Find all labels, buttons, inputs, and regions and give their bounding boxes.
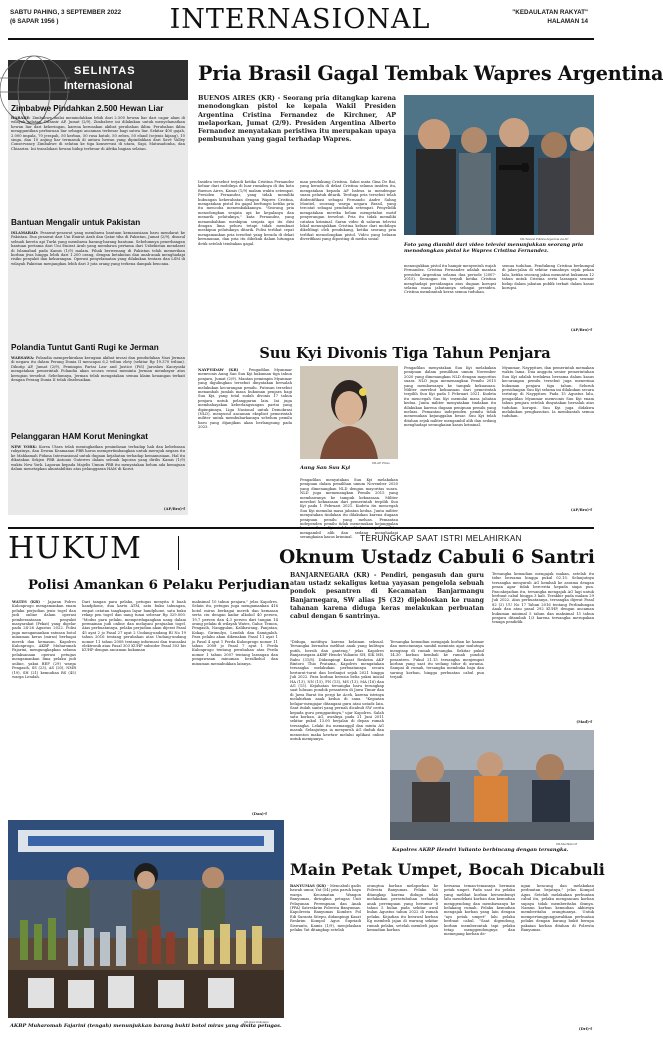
- ustadz-headline: Oknum Ustadz Cabuli 6 Santri: [279, 547, 595, 568]
- brasil-photo: [404, 95, 594, 235]
- suukyi-col-3: Myanmar, Naypyitaw, dan pemerintah memakan waktu lama. Dua anggota senior pemerintahan Suu Kyi adalah terdakwa bersama dalam kasus kecurangan pemilu tersebut juga menerima hukuman penjara tiga tahun. Seluruh persidangan Suu Kyi selama ini dilakukan secara tertutup di Naypyitaw. Pada 15 Agustus lalu, pengadilan Myanmar memvonis Suu Kyi enam tahun penjara setelah dinyatakan bersalah atas tuduhan korupsi. Suu Kyi juga didakwa melakukan penghasutan. Ia membantah semua tuduhan.: [502, 366, 594, 419]
- paper-name: "KEDAULATAN RAKYAT": [512, 9, 588, 16]
- ustadz-kicker: TERUNGKAP SAAT ISTRI MELAHIRKAN: [360, 534, 522, 543]
- brasil-col-3: menunjukkan pistol itu hampir menyentuh wajah Fernandez. Cristina Fernandez adalah mantan presiden Argentina selama dua periode (2007-2015). Serangan itu terjadi ketika Cristina menghadapi persidangan atas dugaan korupsi selama masa jabatannya sebagai presiden. Cristina membantah keras semua tuduhan.: [404, 264, 496, 295]
- perjudian-headline: Polisi Amankan 6 Pelaku Perjudian: [28, 578, 290, 593]
- ustadz-col-1: "Diduga, motifnya karena kelainan seksual. Tersangka bernafsu melihat anak yang kulitnya putih, bersih dan ganteng," jelas Kapolres Banjarnegara AKBP Hendri Yulianto SH, SIK MH, Rabu (31/8). Didampingi Kasat Reskrim AKP Bintoro Thio Pratama, Kapolres mengatakan tersangka melakukan perbuatannya secara berturut-turut dan berlanjut sejak 2021 hingga Juli 2022. Para korban berusia belia yakni inisial HA (13), NN (15), FN (13), MS (13), MA (16) dan AG (15). Kejahatan tersangka baru terungkap saat lulusan pondok pesantren di Jawa Timur dan di Jawa Barat itu pergi ke Aceh, karena istrinya melahirkan anak kedua di sana. "Kegiatan belajar-mengajar ditangani guru atau ustadz lain. Saat itulah santri yang pernah dicabuli SW cerita kepada guru penggantinya," ujar Kapolres. Salah satu korban, AG, awalnya pada 21 Juni 2011 sekitar pukul 13.00 berjalan di depan rumah tersangka. Lelaki itu memanggil dan minta AG masuk. Selanjutnya ia menyuruh AG duduk dan menonton maka kewtaw melalui aplikasi online untuk menipunya.: [290, 640, 384, 741]
- selintas-body-1: HARARE: Zimbabwe mulai memindahkan lebih dari 2.500 hewan liar dari cagar alam di wilayah selatan. Dilansir AP, Jumat (2/9), Zimbabwe ini dilakukan untuk menyelamatkan hewan liar dari kekeringan, karena kerusakan akibat perubahan iklim. Perubahan iklim menggantikan perburuan liar sebagai ancaman terbesar bagi satwa liar. Sekitar 400 gajah, 2.000 impala, 70 jerapah, 50 kerbau, 50 rusa kutub, 50 zebra, 50 eland (sejenis kijang), 10 singa, dan 10 anjing liar termasuk di antara hewan yang dipindahkan dari Savé Valley Conservancy Zimbabwe di selatan ke tiga konservasi di utara, Sapi, Matusadonha, dan Chizarira. Ini translokasi hewan hidup terbesar di Afrika bagian selatan.: [11, 116, 185, 151]
- petak-signature: (Dri)-f: [578, 1027, 592, 1031]
- ustadz-lead: BANJARNEGARA (KR) - Pendiri, pengasuh dan guru atau ustadz sekaligus ketua yayasan pengelola sebuah pondok pesantren di Kecamatan Banjarmangu Banjarnegara, SW alias JS (32) dijebloskan ke ruang tahanan karena diduga keras melakukan perbuatan cabul dengan 6 santrinya.: [290, 572, 484, 621]
- perjudian-col-2: Dari tangan para pelaku, petugas menyita 6 buah handphone, dua kartu ATM, satu buku tabungan, empat catatan tangkapan layar handphone, satu buku rekap pen togel dan uang tunai sebesar Rp 329.000. "Modus para pelaku, memperdagangkan uang dalam permainan judi online dan melayani penjualan togel. Atas perbuatannya, pelaku perjudian akan dijerat Pasal 45 ayat 2 jo Pasal 27 ayat 2 Undang-undang RI No 19 tahun 2016 tentang perubahan atas Undang-undang nomor 11 tahun 2008 tentang informasi dan transaksi elektronik atau Pasal 303 KUHP subsider Pasal 303 bis KUHP dengan ancaman hukuman: [82, 600, 186, 653]
- selintas-title-2: Bantuan Mengalir untuk Pakistan: [11, 218, 141, 227]
- selintas-body-2: ISLAMABAD: Pesawat-pesawat yang membawa bantuan kemanusiaan baru mendarat ke Pakistan. Dua pesawat dari Uni Emirat Arab dan Qatar tiba di Pakistan, Jumat (2/9), disusul sebuah kereta api Turki yang membawa barang-barang bantuan. Sebelumnya penerbangan bantuan pertama dari Uni Emirat Arab yang membawa pertama dari Uzbekistan mendarat di Islamabad pada Kamis (1/9) malam. Pihak berwenang di Pakistan telah memerikan korban jiwa hingga lebih dari 1.200 orang, dengan ketakutan dan anak-anak menghadapi risiko penyakit dan kekurangan. Operasi penyelamatan yang dilakukan tentara dan LSM di wilayah Pakistan menjangkau lebih dari 3 juta orang yang terkena dampak bencana.: [11, 231, 185, 266]
- suukyi-caption: Aung San Suu Kyi: [300, 465, 351, 471]
- perjudian-col-3: maksimal 10 tahun penjara," jelas Kapolres. Selain itu, petugas juga mengamankan 416 botol miras berbagai merek dan kemasan serta ciu dengan kadar alkohol 40 persen, 19,7 persen dan 4,3 persen dari tangan 14 orang pelaku di wilayah Wates, Galur, Temon, Pengasih, Nanggulan, Kalibawang, Panjatan, Kokap, Girimulyo, Lendah dan Samigaluh. Para pelaku akan dikenakan Pasal 11 ayat 1 jo Pasal 4 ayat 1 Perda Kulonprogo nomor 11 tahun 2008 jo Pasal 7 ayat 1 Perda Kulonprogo tentang perubahan atas Perda nomor 1 tahun 2007 tentang larangan dan pengawasan minuman beralkohol dan minuman memabukkan lainnya.: [192, 600, 278, 666]
- selintas-title-3: Polandia Tuntut Ganti Rugi ke Jerman: [11, 343, 159, 352]
- brasil-col-1: Insiden tersebut terjadi ketika Cristina Fernandez keluar dari mobilnya di luar rumahnya di ibu kota Buenos Aires, Kamis (1/9) malam waktu setempat. Presiden Fernandez, yang tidak memiliki hubungan kekerabatan dengan Wapres Cristina, mengatakan pistol itu gagal berfungsi ketika pria itu mencoba menembakkannya. "Seorang pria menodongkan senjata api ke kepalanya dan menarik pelatuknya," kata Fernandez, yang menambahkan meskipun senjata api itu diisi dengan lima peluru tetapi tidak membuat meskipun pelatuknya ditarik. Polisi terlihat cepat mengamankan pria tersebut yang berada di dekat kerumunan, dan pria itu dibekuk dalam hitungan detik setelah tembakan gagal.: [198, 180, 294, 246]
- brasil-headline: Pria Brasil Gagal Tembak Wapres Argentina: [198, 62, 663, 85]
- header-rule: [8, 38, 594, 40]
- ustadz-photo-scene: [390, 730, 594, 840]
- suukyi-col-2a: Pengadilan menyatakan Suu Kyi melakukan penipuan dalam pemilihan umum November 2020 yang dimenangkan NLD dengan mayoritas suara. NLD juga memenangkan Pemilu 2015 yang membawanya ke tampuk kekuasaan. Militer merebut kekuasaan dari pemerintah terpilih Suu Kyi pada 1 Februari 2021. Kudeta itu mencegah Suu Kyi memulai masa jabatan kedua. Junta militer menyatakan tindakan itu dilakukan karena dugaan penipuan pemilu yang meluas. Pemantau independen pemilu tidak menemukan kejanggalan mengambil alih dan sedang menghadapi serangkaian kasus kriminal.: [300, 478, 398, 540]
- section-divider: [8, 527, 594, 529]
- selintas-signature: (AP/Bro)-f: [163, 507, 185, 511]
- suukyi-photo-credit: KR-AP Photo: [372, 461, 390, 465]
- petak-col-2: orangtua korban melaporkan ke Polresta Banyumas. Pelaku Yat ditangkap karena diduga telah melakukan persetubuhan terhadap anak perempuan yang berumur 8 tahun 5 bulan pada sekitar awal bulan Agustus tahun 2022 di rumah pelaku. Kejadian itu berawal korban Kg membeli jajan di warung sekitar rumah pelaku, setelah membeli jajan kemudian korban: [367, 884, 438, 933]
- perjudian-photo: [8, 820, 284, 1018]
- selintas-box: [8, 60, 188, 515]
- suukyi-col-1: NAYPYIDAW (KR) - Pengadilan Myanmar memvonis Aung San Suu Kyi hukuman tiga tahun penjara, Jumat (2/9). Mantan pemimpin Myanmar yang digulingkan tersebut dinyatakan bersalah melakukan kecurangan pemilu. Putusan tersebut menambah jumlah masa hukuman penjara bagi Suu Kyi, yang total sudah divonis 17 tahun penjara untuk pelanggaran lain. Ini juga membahayakan keberlangsungan partai yang dipimpinnya, Liga Nasional untuk Demokrasi (NLD), menyusul ancaman eksplisit pemerintah militer untuk membubarkannya sebelum pemilu baru yang dijanjikan akan berlangsung pada 2023.: [198, 368, 292, 430]
- perjudian-caption: AKBP Muharomah Fajarini (tengah) menunjukkan barang bukti botol miras yang disita petugas.: [10, 1023, 282, 1029]
- perjudian-photo-credit: KR-Dani Ardiyanto: [244, 1020, 269, 1024]
- brasil-photo-scene: [404, 95, 594, 235]
- ustadz-signature: (Mad)-f: [576, 720, 592, 724]
- petak-col-1: BANYUMAS (KR) - Mencabuli gadis bawah umur, Yat (54) pria paruh baya warga Kecamatan Wangon Banyumas, diringkus petugas Unit Pelayanan Perempuan dan Anak (PPA) Satreskrim Polresta Banyumas. Kapolresta Banyumas Kombes Pol Edi Suranta Sitepu, didampingi Kasat Reskrim Kompol Agus Supriadi Siswanto, Kamis (1/9), menjelaskan pelaku Yat ditangkap setelah: [290, 884, 361, 933]
- brasil-signature: (AP/Bro)-f: [570, 328, 592, 332]
- suukyi-headline: Suu Kyi Divonis Tiga Tahun Penjara: [259, 345, 551, 362]
- hijri-date: (6 SAPAR 1956 ): [10, 18, 59, 25]
- suukyi-signature: (AP/Bro)-f: [570, 508, 592, 512]
- hukum-section-title: HUKUM: [8, 531, 142, 566]
- suukyi-portrait: [300, 366, 398, 459]
- petak-col-4: ngan kencang dan melakukan perbuatan bejatnya," jelas Kompol Agus. Setelah melakukan perbuatan cabul itu, pelaku mengancam korban supaya tidak memberitahu ibunya. Namun korban kemudian akhirnya memberitahu orangtuanya. Untuk mempertanggungjawabkan perbuatan pelaku dengan barang bukti berupa pakaian korban ditahan di Polresta Banyumas.: [521, 884, 594, 933]
- page-number: HALAMAN 14: [547, 18, 588, 25]
- perjudian-signature: (Dan)-f: [252, 812, 267, 816]
- ustadz-col-3: Tersangka kemudian mengajak makan, setelah itu tidur bersama hingga pukul 02.15. Selanjutnya tersangka menyuruh AG kembali ke asrama dengan pesan agar tidak bercerita kepada siapa pun. Pascakejadian itu, tersangka mengajak AG lagi untuk berbuat cabul hingga 3 kali. Terakhir pada malam 29 Juli 2022. Atas perbuatannya, tersangka dijerat Pasal 82 (2) UU No 17 Tahun 2016 tentang Perlindungan Anak dan atau pasal 292 KUHP, dengan ancaman hukuman minimal 5 tahun dan maksimal 15 tahun penjara ditambah 1/3 karena tersangka merupakan tenaga pendidik.: [492, 572, 594, 625]
- petak-umpet-headline: Main Petak Umpet, Bocah Dicabuli: [290, 860, 605, 879]
- selintas-label: SELINTAS: [74, 65, 136, 77]
- ustadz-photo-credit: KR-Muchlisin M: [556, 842, 578, 846]
- ustadz-col-2: Tersangka kemudian mengajak korban ke kamar dan menciumnya sambil meminta agar mulutnya mengisap di rumah tersangka. Sekitar pukul 14.30 korban kembali ke rumah pondok pesantren. Pukul 21.15 tersangka menjemput korban yang saat itu sedang tidur di asrama. Sampai di rumah, tersangka membuka baju dan sarung korban, hingga perbuatan cabul pun terjadi.: [390, 640, 484, 680]
- selintas-banner: [8, 60, 188, 100]
- perjudian-col-1: WATES (KR) - Jajaran Polres Kulonprogo mengamankan enam pelaku perjudian jenis togel dan judi online dalam operasi pemberantasan penyakit masyarakat (Pekat) yang digelar pada 24-26 Agustus 2022. Polisi juga mengamankan ratusan botol minuman keras (miras) berbagai merek dan kemasan. Kapolres Kulonprogo, AKBP Muharomah Fajarini, mengungkapkan selama pelaksanaan operasi petugas mengamankan lima pelaku judi online, yakni BEP (29) warga Pengasih, SS (23), AS (20), NMR (19), SH (21) kemudian BS (45) warga Lendah.: [12, 600, 77, 679]
- suukyi-photo: [300, 366, 398, 459]
- brasil-col-4: semua tuduhan. Pendukung Cristina berkumpul di jalan-jalan di sekitar rumahnya sejak pekan lalu, ketika seorang jaksa menuntut hukuman 12 tahun untuk Cristina serta larangan seumur hidup dalam jabatan publik terkait dalam kasus korupsi.: [502, 264, 594, 291]
- selintas-body-3: WARSAWA: Polandia memperkirakan kerugian akibat invasi dan pendudukan Nazi Jerman di negara itu dalam Perang Dunia II mencapai 6,2 triliun zloty (sekitar Rp 19.370 triliun). Dikutip AP, Jumat (2/9), Pemimpin Partai Law and Justice (PiS) Jaroslaw Kaczynski mengatakan pemerintah Polandia akan secara resmi meminta Jerman membayar atas kerugian tersebut. Sebelumnya, Jerman telah mengatakan semua klaim keuangan terkait dengan Perang Dunia II telah diselesaikan.: [11, 356, 185, 383]
- selintas-body-4: NEW YORK: Korea Utara telah meningkatkan penindasan terhadap hak dan kebebasan rakyatnya, dan Dewan Keamanan PBB harus mempertimbangkan untuk merujuk negara itu ke Mahkamah Pidana Internasional untuk dugaan kejahatan terhadap kemanusiaan. Hal itu dikatakan Sekjen PBB Antonio Guterres dalam sebuah laporan yang dirilis Kamis (1/9) waktu New York. Laporan kepada Majelis Umum PBB itu menyatakan belum ada kemajuan dalam menetapkan akuntabilitas atas pelanggaran HAM di Korut.: [11, 445, 185, 472]
- brasil-lead: BUENOS AIRES (KR) - Seorang pria ditangkap karena menodongkan pistol ke kepala Wakil Presiden Argentina Cristina Fernandez de Kirchner, AP melaporkan, Jumat (2/9). Presiden Argentina Alberto Fernandez menyatakan peristiwa itu merupakan upaya pembunuhan yang gagal terhadap Wapres.: [198, 94, 396, 144]
- brasil-col-2: man pendukung Cristina. Saksi mata Gina De Bai, yang berada di dekat Cristina selama insiden itu, mengatakan kepada AP bahwa ia mendengar suara pelatuk ditarik. Terduga pria tersebut telah diidentifikasi sebagai Fernando Andre Sabag Montiel, seorang warga negara Brasil, yang tercatat sebagai penduduk setempat. Penyelidik mengatakan mereka belum mengetahui motif penyerangan tersebut. Pria itu tidak memiliki catatan kriminal. Saran video di saluran televisi lokal menunjukkan Cristina keluar dari mobilnya dikelilingi oleh pendukung, ketika seorang pria terlihat menodongkan pistol. Video yang beluam diverifikasi yang diposting di media sosial: [300, 180, 396, 242]
- brasil-photo-credit: KR-Televisi Publica Argentina via AP: [520, 237, 569, 241]
- brasil-caption: Foto yang diambil dari video televisi menunjukkan seorang pria menodongkan pistol ke Wapres Cristina Fernandez.: [404, 242, 584, 254]
- section-title: INTERNASIONAL: [169, 4, 431, 35]
- hukum-vertical-rule: [178, 536, 179, 570]
- ustadz-caption: Kapolres AKBP Hendri Yulianto berbincang dengan tersangka.: [392, 847, 569, 853]
- selintas-title-4: Pelanggaran HAM Korut Meningkat: [11, 432, 148, 441]
- petak-col-3: bersama teman-temannya bermain petak umpet. Pada saat itu pelaku yang melihat korban bersembunyi lalu mendekati korban dan kemudian menggendong dan membawanya ke belakang rumah. Pelaku kemudian mengajak korban yang lain dengan "ayo petak umpet" lalu pelaku berbuat cabul. "Saat digendong, korban memberontak tapi pelaku tetap menggendongnya dan memegang korban de-: [444, 884, 515, 937]
- suukyi-col-2b: Pengadilan menyatakan Suu Kyi melakukan penipuan dalam pemilihan umum November 2020 yang dimenangkan NLD dengan mayoritas suara. NLD juga memenangkan Pemilu 2015 yang membawanya ke tampuk kekuasaan. Militer merebut kekuasaan dari pemerintah terpilih Suu Kyi pada 1 Februari 2021. Kudeta itu mencegah Suu Kyi memulai masa jabatan kedua. Junta militer menyatakan tindakan itu dilakukan karena dugaan penipuan pemilu yang meluas. Pemantau independen pemilu tidak menemukan kejanggalan besar. Suu Kyi telah ditahan sejak militer mengambil alih dan sedang menghadapi serangkaian kasus kriminal.: [404, 366, 496, 428]
- ustadz-photo: [390, 730, 594, 840]
- selintas-sublabel: Internasional: [64, 80, 133, 92]
- selintas-title-1: Zimbabwe Pindahkan 2.500 Hewan Liar: [11, 104, 164, 113]
- issue-date: SABTU PAHING, 3 SEPTEMBER 2022: [10, 9, 122, 16]
- perjudian-photo-scene: [8, 820, 284, 1018]
